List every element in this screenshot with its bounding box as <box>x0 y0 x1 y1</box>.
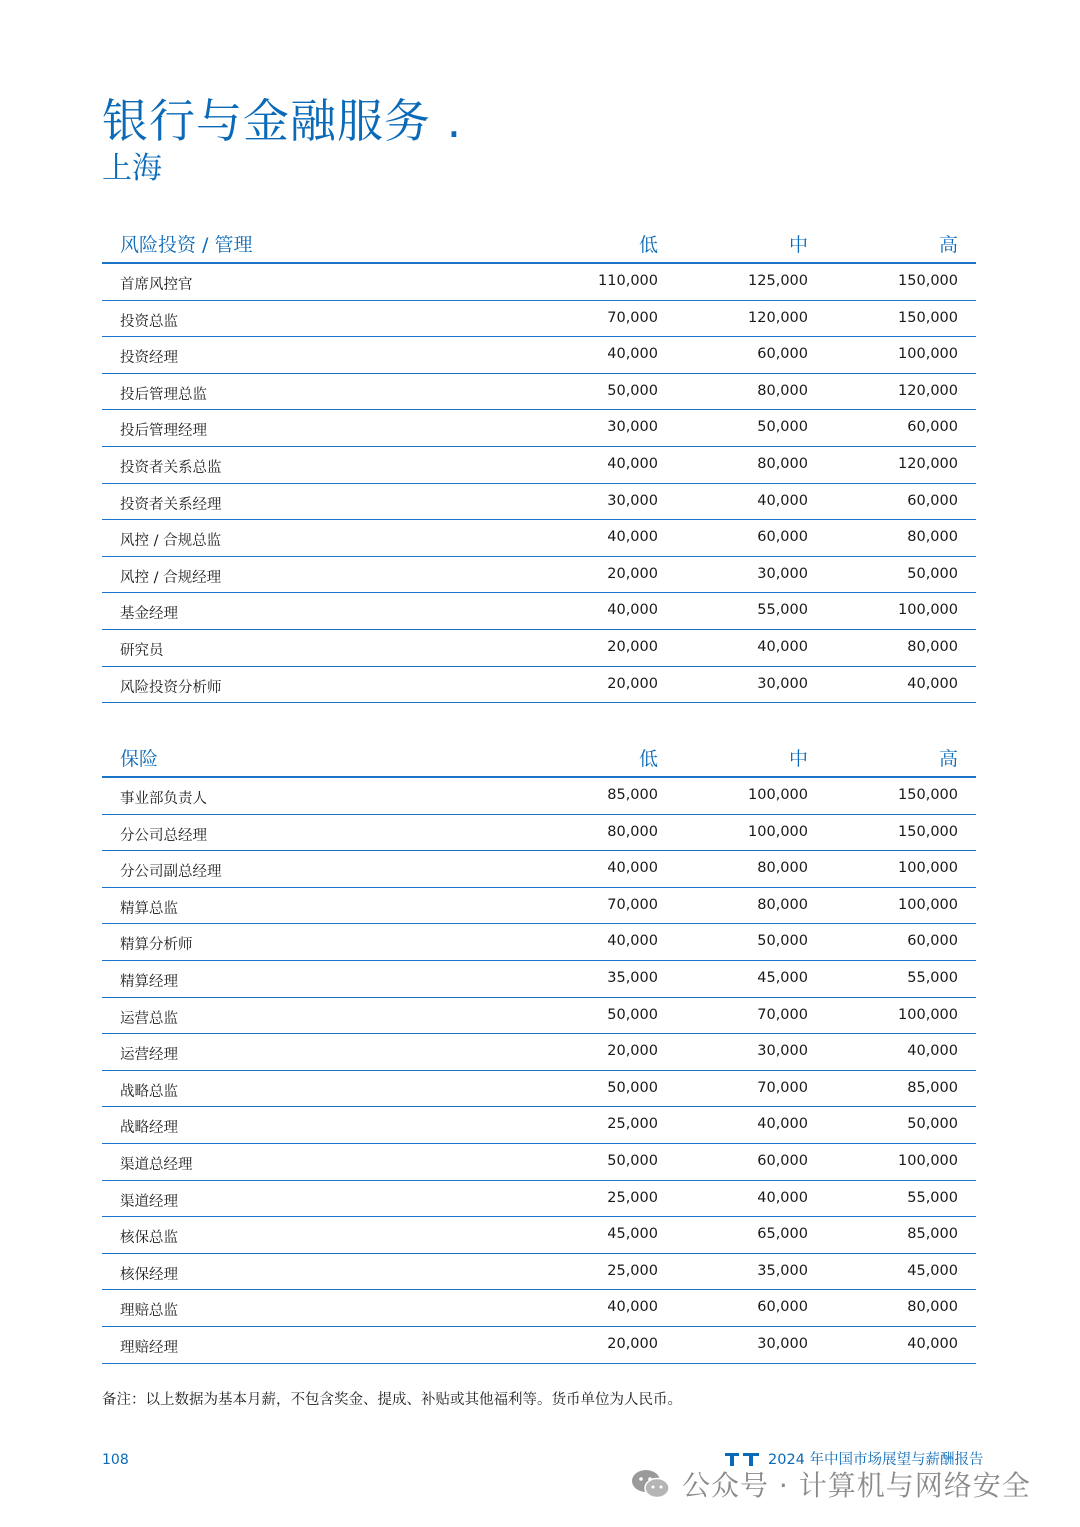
table-row <box>102 851 976 888</box>
salary-cell-high: 100,000 <box>898 1006 958 1023</box>
table-row <box>102 484 976 521</box>
salary-cell-low: 40,000 <box>607 602 658 619</box>
role-cell: 基金经理 <box>120 606 178 623</box>
role-cell: 分公司总经理 <box>120 827 207 844</box>
section-title: 风险投资 / 管理 <box>120 234 253 256</box>
salary-cell-mid: 30,000 <box>757 675 808 692</box>
salary-cell-high: 50,000 <box>907 1116 958 1133</box>
table-header <box>102 226 976 264</box>
table-row <box>102 410 976 447</box>
salary-cell-high: 150,000 <box>898 273 958 289</box>
salary-cell-low: 40,000 <box>607 455 658 472</box>
role-cell: 投资者关系总监 <box>120 459 222 476</box>
table-row <box>102 1144 976 1181</box>
role-cell: 首席风控官 <box>120 277 193 293</box>
salary-table-2 <box>102 740 976 1364</box>
role-cell: 渠道总经理 <box>120 1156 193 1173</box>
salary-cell-high: 40,000 <box>907 675 958 692</box>
salary-cell-mid: 120,000 <box>748 309 808 326</box>
table-header <box>102 740 976 778</box>
salary-cell-high: 40,000 <box>907 1335 958 1352</box>
salary-cell-high: 50,000 <box>907 565 958 582</box>
role-cell: 核保总监 <box>120 1230 178 1247</box>
role-cell: 运营经理 <box>120 1047 178 1064</box>
salary-cell-high: 60,000 <box>907 492 958 509</box>
salary-cell-low: 110,000 <box>598 273 658 289</box>
table-row <box>102 1034 976 1071</box>
salary-cell-mid: 45,000 <box>757 969 808 986</box>
footnote: 备注：以上数据为基本月薪，不包含奖金、提成、补贴或其他福利等。货币单位为人民币。 <box>102 1392 682 1408</box>
role-cell: 渠道经理 <box>120 1193 178 1210</box>
role-cell: 投资总监 <box>120 313 178 330</box>
salary-cell-high: 150,000 <box>898 309 958 326</box>
salary-cell-mid: 80,000 <box>757 382 808 399</box>
page-title: 银行与金融服务 . <box>102 94 463 148</box>
column-header-low: 低 <box>638 748 658 770</box>
salary-cell-mid: 60,000 <box>757 1299 808 1316</box>
salary-cell-mid: 125,000 <box>748 273 808 289</box>
salary-cell-low: 40,000 <box>607 346 658 363</box>
salary-cell-mid: 60,000 <box>757 346 808 363</box>
column-header-mid: 中 <box>788 234 808 256</box>
role-cell: 投后管理总监 <box>120 386 207 403</box>
watermark-text: 公众号 · 计算机与网络安全 <box>682 1469 1031 1502</box>
salary-cell-mid: 30,000 <box>757 1335 808 1352</box>
salary-cell-mid: 65,000 <box>757 1226 808 1243</box>
role-cell: 战略经理 <box>120 1120 178 1137</box>
table-row <box>102 1217 976 1254</box>
table-row <box>102 888 976 925</box>
salary-cell-high: 60,000 <box>907 933 958 950</box>
wechat-icon <box>630 1467 672 1501</box>
salary-cell-mid: 30,000 <box>757 1043 808 1060</box>
salary-cell-high: 150,000 <box>898 787 958 803</box>
salary-cell-high: 100,000 <box>898 860 958 877</box>
section-title: 保险 <box>120 748 159 770</box>
salary-cell-low: 20,000 <box>607 675 658 692</box>
report-title: 2024 年中国市场展望与薪酬报告 <box>768 1452 984 1468</box>
table-row <box>102 630 976 667</box>
column-header-high: 高 <box>938 748 958 770</box>
salary-cell-mid: 100,000 <box>748 823 808 840</box>
table-row <box>102 1107 976 1144</box>
role-cell: 运营总监 <box>120 1010 178 1027</box>
role-cell: 核保经理 <box>120 1266 178 1283</box>
salary-cell-high: 55,000 <box>907 1189 958 1206</box>
salary-cell-high: 45,000 <box>907 1262 958 1279</box>
role-cell: 理赔经理 <box>120 1339 178 1356</box>
table-row <box>102 264 976 301</box>
salary-cell-low: 25,000 <box>607 1116 658 1133</box>
salary-cell-mid: 40,000 <box>757 492 808 509</box>
salary-cell-high: 55,000 <box>907 969 958 986</box>
role-cell: 精算经理 <box>120 973 178 990</box>
table-row <box>102 667 976 704</box>
salary-cell-mid: 70,000 <box>757 1006 808 1023</box>
salary-cell-low: 70,000 <box>607 896 658 913</box>
salary-cell-mid: 80,000 <box>757 860 808 877</box>
salary-cell-low: 40,000 <box>607 1299 658 1316</box>
salary-cell-mid: 80,000 <box>757 455 808 472</box>
table-row <box>102 961 976 998</box>
salary-cell-low: 20,000 <box>607 1335 658 1352</box>
salary-cell-high: 80,000 <box>907 638 958 655</box>
table-row <box>102 815 976 852</box>
salary-cell-high: 100,000 <box>898 896 958 913</box>
table-row <box>102 1071 976 1108</box>
role-cell: 理赔总监 <box>120 1303 178 1320</box>
salary-cell-low: 80,000 <box>607 823 658 840</box>
table-row <box>102 1254 976 1291</box>
table-row <box>102 924 976 961</box>
salary-cell-high: 120,000 <box>898 382 958 399</box>
salary-cell-high: 150,000 <box>898 823 958 840</box>
salary-cell-high: 85,000 <box>907 1079 958 1096</box>
table-row <box>102 778 976 815</box>
salary-cell-low: 50,000 <box>607 1152 658 1169</box>
watermark <box>630 1464 1031 1504</box>
role-cell: 风险投资分析师 <box>120 679 222 696</box>
role-cell: 精算分析师 <box>120 937 193 954</box>
column-header-high: 高 <box>938 234 958 256</box>
salary-cell-mid: 60,000 <box>757 529 808 546</box>
salary-cell-mid: 100,000 <box>748 787 808 803</box>
table-row <box>102 337 976 374</box>
salary-cell-high: 100,000 <box>898 602 958 619</box>
salary-cell-mid: 40,000 <box>757 1189 808 1206</box>
page-number: 108 <box>102 1452 129 1468</box>
role-cell: 投资者关系经理 <box>120 496 222 513</box>
salary-cell-mid: 60,000 <box>757 1152 808 1169</box>
salary-cell-low: 85,000 <box>607 787 658 803</box>
salary-cell-low: 70,000 <box>607 309 658 326</box>
salary-cell-mid: 40,000 <box>757 1116 808 1133</box>
role-cell: 战略总监 <box>120 1083 178 1100</box>
salary-cell-high: 100,000 <box>898 1152 958 1169</box>
table-row <box>102 520 976 557</box>
salary-cell-low: 40,000 <box>607 860 658 877</box>
salary-cell-mid: 80,000 <box>757 896 808 913</box>
table-row <box>102 1181 976 1218</box>
salary-cell-high: 80,000 <box>907 529 958 546</box>
salary-cell-mid: 55,000 <box>757 602 808 619</box>
role-cell: 事业部负责人 <box>120 791 207 807</box>
salary-cell-low: 40,000 <box>607 529 658 546</box>
table-row <box>102 593 976 630</box>
salary-cell-mid: 40,000 <box>757 638 808 655</box>
page-subtitle: 上海 <box>102 151 162 186</box>
salary-cell-mid: 30,000 <box>757 565 808 582</box>
salary-cell-mid: 50,000 <box>757 419 808 436</box>
salary-cell-low: 50,000 <box>607 1006 658 1023</box>
table-row <box>102 1290 976 1327</box>
salary-cell-mid: 35,000 <box>757 1262 808 1279</box>
salary-cell-low: 20,000 <box>607 1043 658 1060</box>
role-cell: 投后管理经理 <box>120 423 207 440</box>
table-row <box>102 301 976 338</box>
salary-cell-high: 60,000 <box>907 419 958 436</box>
role-cell: 投资经理 <box>120 350 178 367</box>
salary-cell-low: 20,000 <box>607 638 658 655</box>
salary-cell-low: 30,000 <box>607 419 658 436</box>
salary-cell-low: 25,000 <box>607 1189 658 1206</box>
table-row <box>102 374 976 411</box>
salary-cell-high: 80,000 <box>907 1299 958 1316</box>
salary-cell-high: 85,000 <box>907 1226 958 1243</box>
salary-cell-low: 45,000 <box>607 1226 658 1243</box>
role-cell: 研究员 <box>120 642 164 659</box>
salary-cell-low: 40,000 <box>607 933 658 950</box>
role-cell: 分公司副总经理 <box>120 864 222 881</box>
salary-cell-high: 40,000 <box>907 1043 958 1060</box>
role-cell: 风控 / 合规总监 <box>120 533 222 550</box>
role-cell: 风控 / 合规经理 <box>120 569 222 586</box>
role-cell: 精算总监 <box>120 900 178 917</box>
salary-cell-low: 50,000 <box>607 382 658 399</box>
salary-cell-mid: 50,000 <box>757 933 808 950</box>
salary-cell-low: 30,000 <box>607 492 658 509</box>
column-header-mid: 中 <box>788 748 808 770</box>
salary-cell-low: 35,000 <box>607 969 658 986</box>
table-row <box>102 1327 976 1364</box>
salary-cell-low: 50,000 <box>607 1079 658 1096</box>
salary-table-1 <box>102 226 976 703</box>
table-row <box>102 447 976 484</box>
salary-cell-low: 25,000 <box>607 1262 658 1279</box>
table-row <box>102 557 976 594</box>
salary-cell-low: 20,000 <box>607 565 658 582</box>
salary-cell-high: 120,000 <box>898 455 958 472</box>
table-row <box>102 998 976 1035</box>
salary-cell-high: 100,000 <box>898 346 958 363</box>
column-header-low: 低 <box>638 234 658 256</box>
salary-cell-mid: 70,000 <box>757 1079 808 1096</box>
